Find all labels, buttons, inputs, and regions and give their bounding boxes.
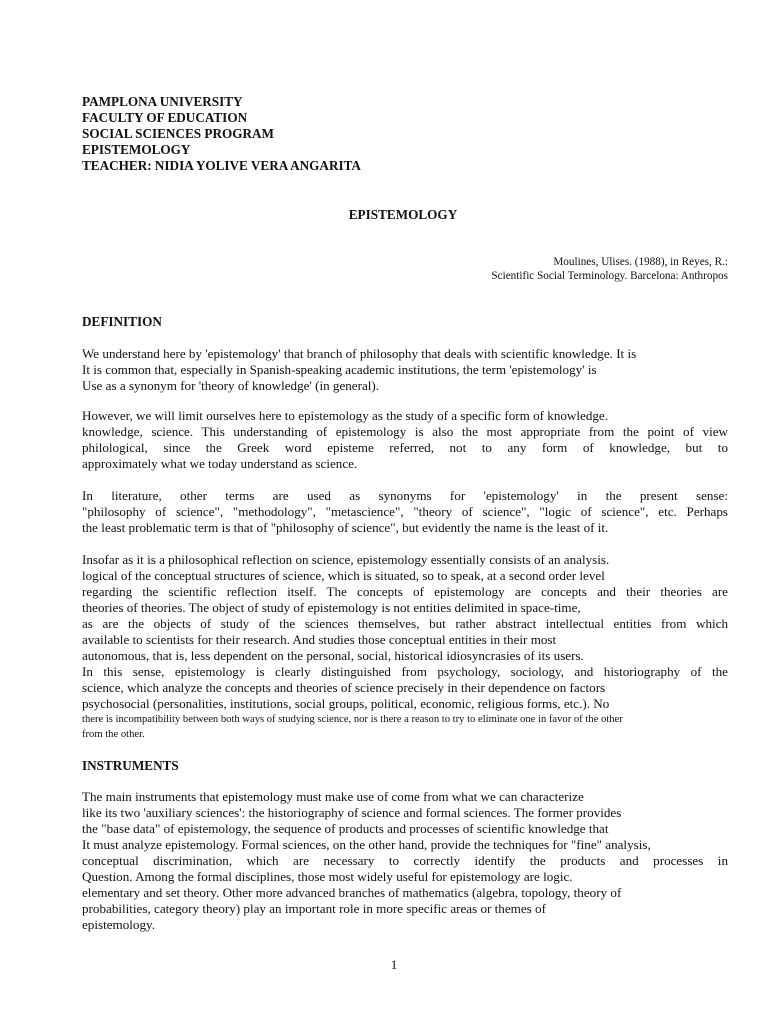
instruments-paragraph-1 — [82, 789, 728, 933]
header-program: SOCIAL SCIENCES PROGRAM — [82, 126, 274, 141]
text-line: science, which analyze the concepts and theories of science precisely in their dependence on factors — [82, 680, 606, 695]
section-heading-definition: DEFINITION — [82, 314, 162, 329]
text-line: knowledge, science. This understanding of epistemology is also the most appropriate from the point of view — [82, 424, 728, 439]
text-line: available to scientists for their research. And studies those conceptual entities in their most — [82, 632, 557, 647]
text-line: psychosocial (personalities, institutions, social groups, political, economic, religious forms, etc.). No — [82, 696, 610, 711]
text-line: theories of theories. The object of study of epistemology is not entities delimited in space-time, — [82, 600, 581, 615]
text-line: It must analyze epistemology. Formal sciences, on the other hand, provide the techniques for "fine" analysis, — [82, 837, 651, 852]
text-line: there is incompatibility between both ways of studying science, nor is there a reason to try to eliminate one in favor of the other — [82, 714, 623, 725]
page-number: 1 — [390, 957, 398, 972]
text-line: Question. Among the formal disciplines, those most widely useful for epistemology are logic. — [82, 869, 573, 884]
text-line: However, we will limit ourselves here to epistemology as the study of a specific form of knowledge. — [82, 408, 609, 423]
text-line: the least problematic term is that of "philosophy of science", but evidently the name is the least of it. — [82, 520, 609, 535]
section-heading-instruments: INSTRUMENTS — [82, 758, 179, 773]
text-line: the "base data" of epistemology, the sequence of products and processes of scientific knowledge that — [82, 821, 609, 836]
text-line: probabilities, category theory) play an important role in more specific areas or themes of — [82, 901, 546, 916]
text-line: "philosophy of science", "methodology", "metascience", "theory of science", "logic of science", etc. Perhaps — [82, 504, 728, 519]
text-line: elementary and set theory. Other more advanced branches of mathematics (algebra, topology, theory of — [82, 885, 622, 900]
definition-paragraph-2 — [82, 408, 728, 472]
header-university: PAMPLONA UNIVERSITY — [82, 94, 243, 109]
text-line: as are the objects of study of the sciences themselves, but rather abstract intellectual entities from which — [82, 616, 728, 631]
document-title: EPISTEMOLOGY — [348, 207, 458, 222]
definition-paragraph-1 — [82, 346, 728, 394]
citation-line: Moulines, Ulises. (1988), in Reyes, R.: — [553, 256, 728, 268]
citation-line: Scientific Social Terminology. Barcelona: Anthropos — [491, 269, 728, 282]
text-line: autonomous, that is, less dependent on the personal, social, historical idiosyncrasies of its users. — [82, 648, 584, 663]
text-line: In this sense, epistemology is clearly distinguished from psychology, sociology, and historiography of the — [82, 664, 728, 679]
text-line: In literature, other terms are used as synonyms for 'epistemology' in the present sense: — [82, 488, 728, 503]
text-line: epistemology. — [82, 917, 155, 932]
text-line: philological, since the Greek word episteme referred, not to any form of knowledge, but to — [82, 440, 728, 455]
text-line: Use as a synonym for 'theory of knowledge' (in general). — [82, 378, 380, 393]
text-line: Insofar as it is a philosophical reflection on science, epistemology essentially consists of an analysis. — [82, 552, 610, 567]
text-line: It is common that, especially in Spanish-speaking academic institutions, the term 'epistemology' is — [82, 362, 597, 377]
header-course: EPISTEMOLOGY — [82, 142, 191, 157]
header-faculty: FACULTY OF EDUCATION — [82, 110, 248, 125]
definition-paragraph-3 — [82, 488, 728, 536]
text-line: conceptual discrimination, which are necessary to correctly identify the products and processes in — [82, 853, 728, 868]
header-teacher: TEACHER: NIDIA YOLIVE VERA ANGARITA — [82, 158, 361, 173]
text-line: The main instruments that epistemology must make use of come from what we can characterize — [82, 789, 584, 804]
text-line: We understand here by 'epistemology' that branch of philosophy that deals with scientific knowledge. It is — [82, 346, 637, 361]
text-line: like its two 'auxiliary sciences': the historiography of science and formal sciences. The former provides — [82, 805, 622, 820]
text-line: from the other. — [82, 729, 145, 740]
document-header — [82, 94, 361, 174]
text-line: logical of the conceptual structures of science, which is situated, so to speak, at a second order level — [82, 568, 605, 583]
definition-paragraph-4 — [82, 552, 728, 742]
citation — [491, 256, 728, 283]
text-line: approximately what we today understand as science. — [82, 456, 358, 471]
text-line: regarding the scientific reflection itself. The concepts of epistemology are concepts and their theories are — [82, 584, 728, 599]
